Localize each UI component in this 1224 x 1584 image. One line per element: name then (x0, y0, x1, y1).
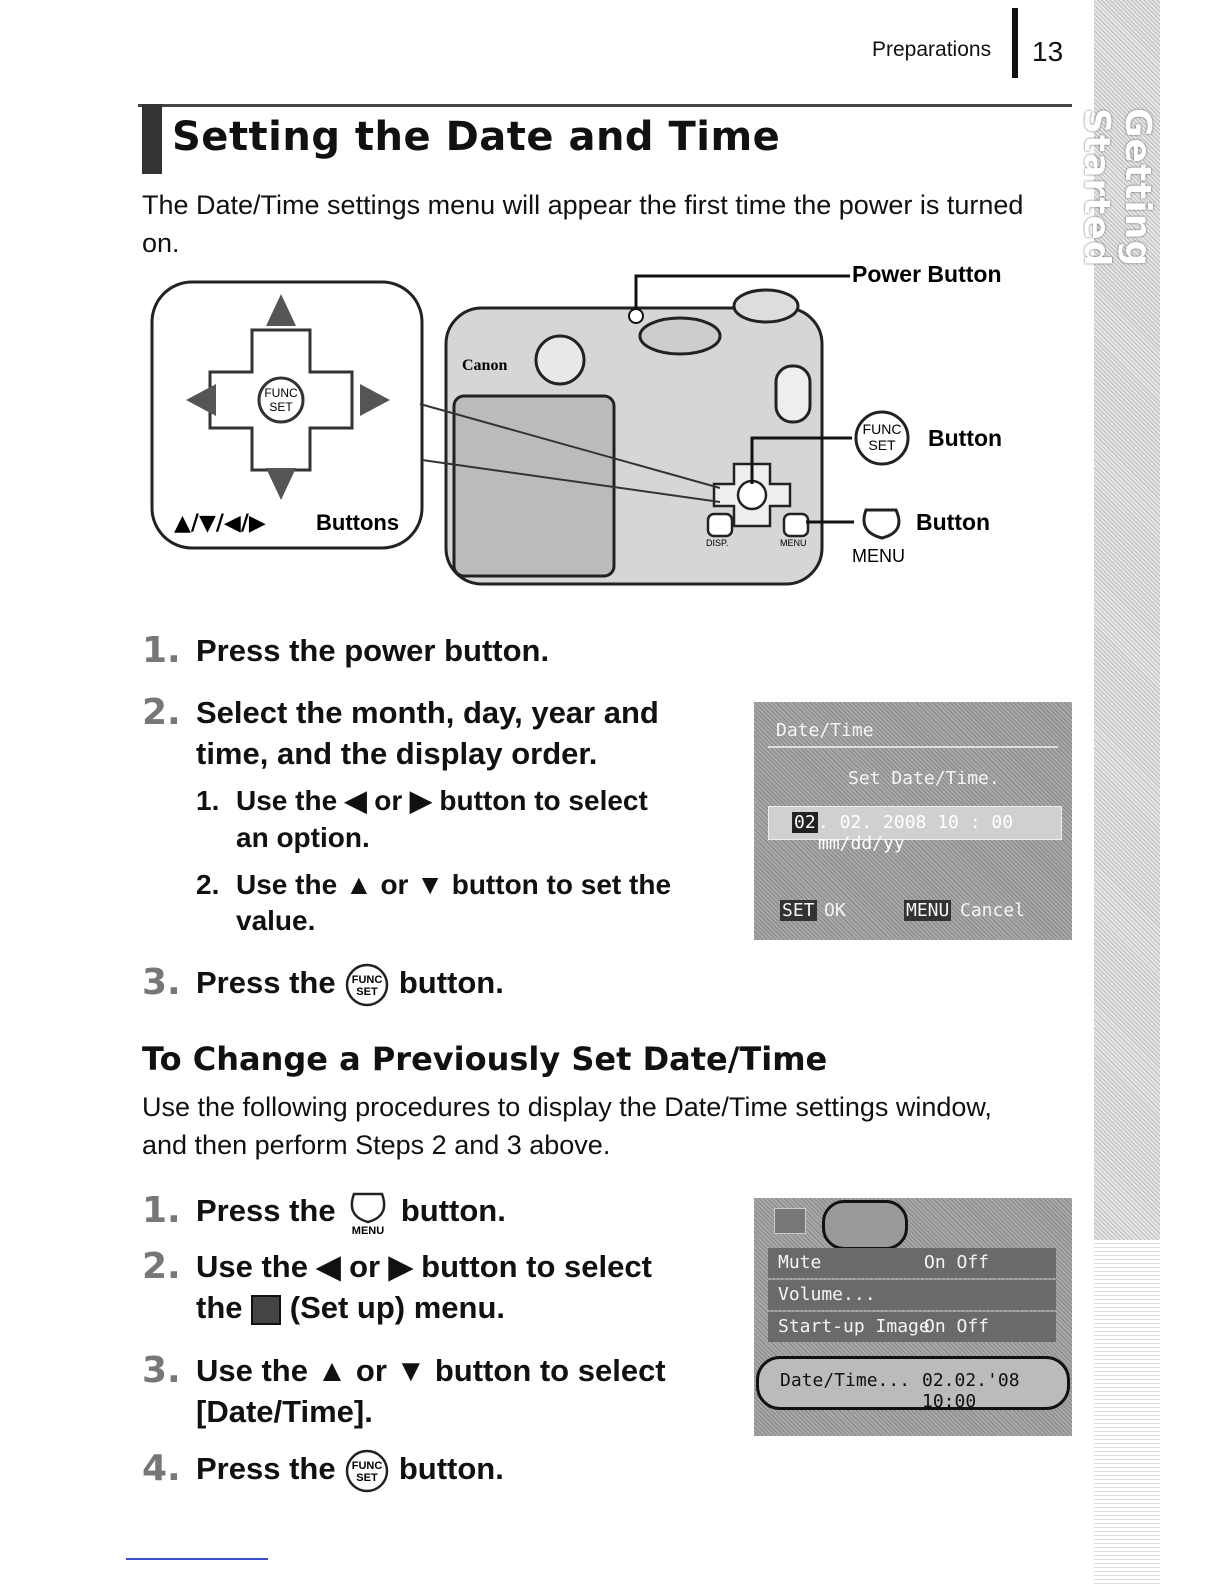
power-button-callout: Power Button (852, 261, 1002, 287)
func-set-icon (344, 962, 390, 1008)
camera-disp-button (708, 514, 732, 536)
step-text-a: Press the (196, 1451, 336, 1487)
camera-func-button (738, 481, 766, 509)
mode-dial (640, 318, 720, 354)
step-text-a: Use the (196, 1249, 308, 1284)
header-divider (1012, 8, 1018, 78)
shutter-button (734, 290, 798, 322)
substep-number: 1. (196, 785, 220, 816)
func-icon-label: FUNC (351, 974, 383, 986)
step-text-a: Press the (196, 1193, 336, 1229)
menu-row-value: On Off (924, 1316, 990, 1337)
side-tab-pattern (1094, 1240, 1160, 1584)
step-number: 1. (142, 1190, 181, 1231)
arrow-left-icon: ◀ (344, 785, 367, 816)
func-set-icon (344, 1448, 390, 1494)
setup-menu-icon (251, 1295, 281, 1325)
step-text (196, 1190, 506, 1236)
arrow-down-icon: ▼ (395, 1353, 427, 1388)
step-text (196, 1246, 652, 1287)
arrows-glyphs: ▲/▼/◀/▶ (174, 511, 266, 536)
screen-divider (768, 746, 1058, 748)
set-key: SET (782, 900, 815, 921)
step-text: Select the month, day, year and (196, 695, 659, 730)
title-marker (142, 104, 162, 174)
date-time-row-label: Date/Time... (780, 1370, 911, 1391)
camera-diagram (140, 256, 1040, 596)
camera-tab-icon (774, 1208, 806, 1234)
func-button-callout: Button (928, 425, 1003, 451)
camera-menu-button (784, 514, 808, 536)
date-month-selected: 02 (794, 812, 816, 833)
menu-small-label: MENU (780, 538, 807, 548)
substep-text-a: Use the (236, 869, 338, 900)
substep-text-a: Use the (236, 785, 338, 816)
camera-lcd (454, 396, 614, 576)
disp-label: DISP. (706, 538, 729, 548)
step-text (196, 1350, 666, 1391)
ok-label: OK (824, 900, 846, 921)
substep-text: value. (236, 905, 316, 936)
step-number: 2. (142, 1246, 181, 1287)
substep-text (236, 782, 648, 819)
set-label: SET (269, 400, 293, 414)
date-time-screen (754, 702, 1072, 940)
buttons-label: Buttons (316, 510, 400, 535)
step-text-b: (Set up) menu. (289, 1290, 506, 1325)
arrow-up-icon: ▲ (344, 869, 373, 900)
step-number: 2. (142, 692, 181, 733)
set-icon-label: SET (356, 986, 378, 998)
step-or: or (355, 1353, 387, 1388)
setup-menu-screen (754, 1198, 1072, 1436)
step-text-b: button to select (421, 1249, 652, 1284)
step-text (196, 1287, 505, 1328)
menu-row-label: Mute (778, 1252, 822, 1273)
step-number: 3. (142, 1350, 181, 1391)
setup-tab-icon (822, 1200, 908, 1250)
intro-paragraph: The Date/Time settings menu will appear the first time the power is turned on. (142, 190, 1024, 258)
chapter-tab-label: Getting Started (1076, 108, 1158, 268)
title-rule (138, 104, 1072, 107)
menu-label: MENU (852, 546, 905, 566)
step-text-a: Press the (196, 965, 336, 1001)
arrow-down-icon: ▼ (416, 869, 444, 900)
step-text-a: the (196, 1290, 243, 1325)
menu-row-value: On Off (924, 1252, 990, 1273)
date-time-row-value: 02.02.'08 10:00 (922, 1370, 1020, 1412)
step-text: Press the power button. (196, 633, 550, 668)
step-text: time, and the display order. (196, 736, 598, 771)
step-number: 1. (142, 630, 181, 671)
step-text-a: Use the (196, 1353, 308, 1388)
mode-switch (776, 366, 810, 422)
substep-text: an option. (236, 822, 370, 853)
substep-text-b: button to select (439, 785, 648, 816)
step-text-b: button to select (434, 1353, 666, 1388)
menu-row-label: Start-up Image (778, 1316, 930, 1337)
func-icon-label: FUNC (862, 421, 902, 437)
step-number: 3. (142, 962, 181, 1003)
arrow-right-icon: ▶ (410, 785, 432, 816)
footer-line (126, 1558, 268, 1560)
set-icon-label: SET (868, 437, 896, 453)
section-paragraph: Use the following procedures to display the Date/Time settings window, and then perform Steps 2 and 3 above. (142, 1092, 992, 1160)
page-number: 13 (1032, 36, 1064, 67)
arrow-left-icon: ◀ (316, 1249, 341, 1284)
menu-button-callout: Button (916, 509, 991, 535)
step-text (196, 962, 504, 1008)
arrow-up-icon: ▲ (316, 1353, 348, 1388)
func-icon-label: FUNC (351, 1460, 383, 1472)
running-header-section: Preparations (872, 38, 992, 61)
screen-subtitle: Set Date/Time. (848, 768, 1000, 789)
substep-number: 2. (196, 869, 220, 900)
step-text: [Date/Time]. (196, 1394, 373, 1429)
cancel-label: Cancel (960, 900, 1026, 921)
menu-button-icon (864, 510, 899, 538)
menu-row-label: Volume... (778, 1284, 876, 1305)
screen-title: Date/Time (776, 720, 874, 741)
substep-or: or (374, 785, 403, 816)
step-text-b: button. (398, 1451, 504, 1487)
section-heading: To Change a Previously Set Date/Time (142, 1040, 828, 1078)
menu-icon-label: MENU (352, 1225, 385, 1236)
menu-button-icon (344, 1190, 392, 1236)
power-button (629, 309, 643, 323)
viewfinder (536, 336, 584, 384)
step-number: 4. (142, 1448, 181, 1489)
set-icon-label: SET (356, 1472, 378, 1484)
substep-or: or (380, 869, 409, 900)
step-text-b: button. (400, 1193, 506, 1229)
step-text (196, 1448, 504, 1494)
substep-text (236, 866, 671, 903)
step-or: or (349, 1249, 381, 1284)
substep-text-b: button to set the (451, 869, 672, 900)
step-text-b: button. (398, 965, 504, 1001)
date-value: . 02. 2008 10 : 00 mm/dd/yy (818, 812, 1014, 854)
menu-key: MENU (906, 900, 950, 921)
arrow-right-icon: ▶ (388, 1249, 413, 1284)
page-title: Setting the Date and Time (172, 114, 781, 160)
func-label: FUNC (264, 386, 298, 400)
brand-logo: Canon (462, 357, 508, 374)
